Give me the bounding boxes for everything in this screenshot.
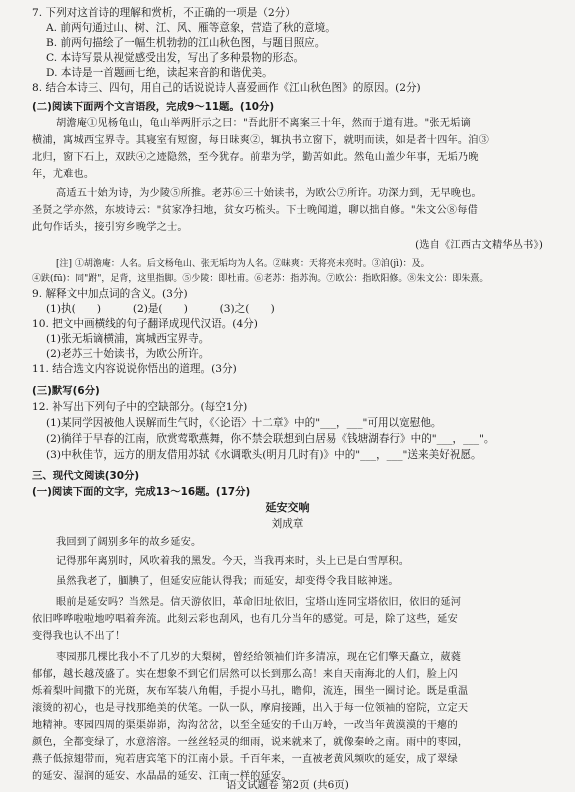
text-line: 刘成章 [271, 518, 304, 530]
text-line: 延安交响 [265, 501, 310, 514]
text-line: (选自《江西古文精华丛书》) [415, 240, 543, 251]
text-line: 地精神。枣园四周的渠渠峁峁，沟沟岔岔，以至全延安的千山万岭，一改当年黄漠漠的干瘪的 [32, 720, 458, 731]
text-line: A. 前两句通过山、树、江、风、雁等意象，营造了秋的意境。 [46, 22, 336, 34]
text-line: ④趺(fū)：同"跗"，足背，这里指脚。⑤少陵：即杜甫。⑥老苏：指苏洵。⑦欧公：指欧阳修。⑧朱文公：即朱熹。 [32, 274, 489, 284]
text-line: 眼前是延安吗？当然是。信天游依旧，革命旧址依旧，宝塔山连同宝塔依旧，依旧的延河 [56, 597, 462, 608]
text-line: 年，尤难也。 [32, 169, 95, 180]
text-line: 颜色，全都变绿了，水意溶溶。一丝丝轻灵的细雨，说来就来了，就像秦岭之南。雨中的枣园， [32, 737, 469, 748]
text-line: 记得那年离别时，风吹着我的黑发。今天，当我再来时，头上已是白雪厚积。 [56, 556, 410, 567]
text-line: 横浦，寓城西宝界寺。其寝室有短窗，每日昧爽②，辄执书立窗下，就明而读，如是者十四年。洎③ [32, 135, 490, 146]
text-line: 北归，窗下石上，双趺④之迹隐然，至今犹存。前辈为学，勤苦如此。然龟山盖少年事，无垢乃晚 [32, 152, 479, 163]
text-line: 9. 解释文中加点词的含义。(3分) [32, 288, 188, 300]
text-line: 郁郁，越长越茂盛了。实在想象不到它们居然可以长到那么高！来自天南海北的人们，脸上闪 [32, 669, 458, 680]
text-line: 12. 补写出下列句子中的空缺部分。(每空1分) [32, 401, 248, 413]
text-line: D. 本诗是一首题画七绝，读起来音韵和谐优美。 [46, 67, 273, 79]
text-line: (二)阅读下面两个文言语段，完成9～11题。(10分) [32, 101, 275, 113]
text-line: 高适五十始为诗，为少陵⑤所推。老苏⑥三十始读书，为欧公⑦所许。功深力到，无早晚也。 [56, 188, 482, 199]
text-line: 烁着梨叶间撒下的光斑，灰布军装八角帽，手提小马扎，瞻仰，流连，围坐一圈讨论。既是重温 [32, 686, 469, 697]
text-line: (一)阅读下面的文字，完成13～16题。(17分) [32, 486, 251, 498]
text-line: 10. 把文中画横线的句子翻译成现代汉语。(4分) [32, 318, 258, 330]
text-line: (1)某同学因被他人误解而生气时，《〈论语〉十二章》中的"___，___"可用以宽慰他。 [46, 417, 442, 429]
text-line: 的延安、湿润的延安、水晶晶的延安、江南一样的延安。 [32, 771, 292, 782]
text-line: 圣贤之学亦然，东坡诗云："贫家净扫地，贫女巧梳头。下士晚闻道，聊以拙自修。"朱文公⑧每借 [32, 205, 479, 216]
text-line: 7. 下列对这首诗的理解和赏析，不正确的一项是（2分） [32, 7, 296, 19]
text-line: (2)老苏三十始读书，为欧公所许。 [46, 348, 210, 360]
text-line: 三、现代文阅读(30分) [32, 470, 140, 482]
text-line: 燕子低掠翅带而，宛若唐宾笔下的江南小景。千百年来，一直被老黄风频吹的延安，成了翠绿 [32, 754, 458, 765]
text-line: [注] ①胡澹庵：人名。后文杨龟山、张无垢均为人名。②昧爽：天将亮未亮时。③洎(jì)：及。 [56, 259, 430, 269]
text-line: C. 本诗写景从视觉感受出发，写出了多种景物的形态。 [46, 52, 305, 64]
page-footer: 语文试题卷 第2页 (共6页) [226, 779, 349, 791]
text-line: 虽然我老了，腼腆了，但延安应能认得我；而延安，却变得令我目眩神迷。 [56, 576, 399, 587]
text-line: (三)默写(6分) [32, 385, 100, 397]
text-line: 胡澹庵①见杨龟山，龟山举两肝示之曰："吾此肝不离案三十年，然而于道有进。"张无垢谪 [56, 118, 471, 129]
text-line: 11. 结合选文内容说说你悟出的道理。(3分) [32, 363, 237, 375]
text-line: (2)徜徉于早春的江南，欣赏莺歌燕舞，你不禁会联想到白居易《钱塘湖春行》中的"___，___"。 [46, 433, 495, 445]
text-line: (3)中秋佳节，远方的朋友借用苏轼《水调歌头(明月几时有)》中的"___，___"送来美好祝愿。 [46, 449, 482, 461]
text-line: (1)执( ) (2)是( ) (3)之( ) [46, 303, 275, 315]
text-line: (1)张无垢谪横浦，寓城西宝界寺。 [46, 333, 210, 345]
text-line: 枣园那几棵比我小不了几岁的大梨树，曾经给领袖们许多清凉，现在它们擎天矗立，葳蕤 [56, 652, 462, 663]
text-line: 变得我也认不出了！ [32, 631, 126, 642]
text-line: 此句作话头，接引穷乡晚学之士。 [32, 222, 188, 233]
text-line: 依旧哗哗啦啦地哼唱着奔流。此刻云彩也刮风，也有几分当年的感觉。可是，除了这些，延安 [32, 614, 458, 625]
text-line: B. 前两句描绘了一幅生机勃勃的江山秋色图，与题目照应。 [46, 37, 326, 49]
text-line: 我回到了阔别多年的故乡延安。 [56, 537, 202, 548]
text-line: 滚烫的初心，也是寻找那绝美的伏笔。一队一队，摩肩接踵，出入于每一位领袖的窑院，立定天 [32, 703, 469, 714]
text-line: 8. 结合本诗三、四句，用自己的话说说诗人喜爱画作《江山秋色图》的原因。(2分) [32, 82, 421, 94]
